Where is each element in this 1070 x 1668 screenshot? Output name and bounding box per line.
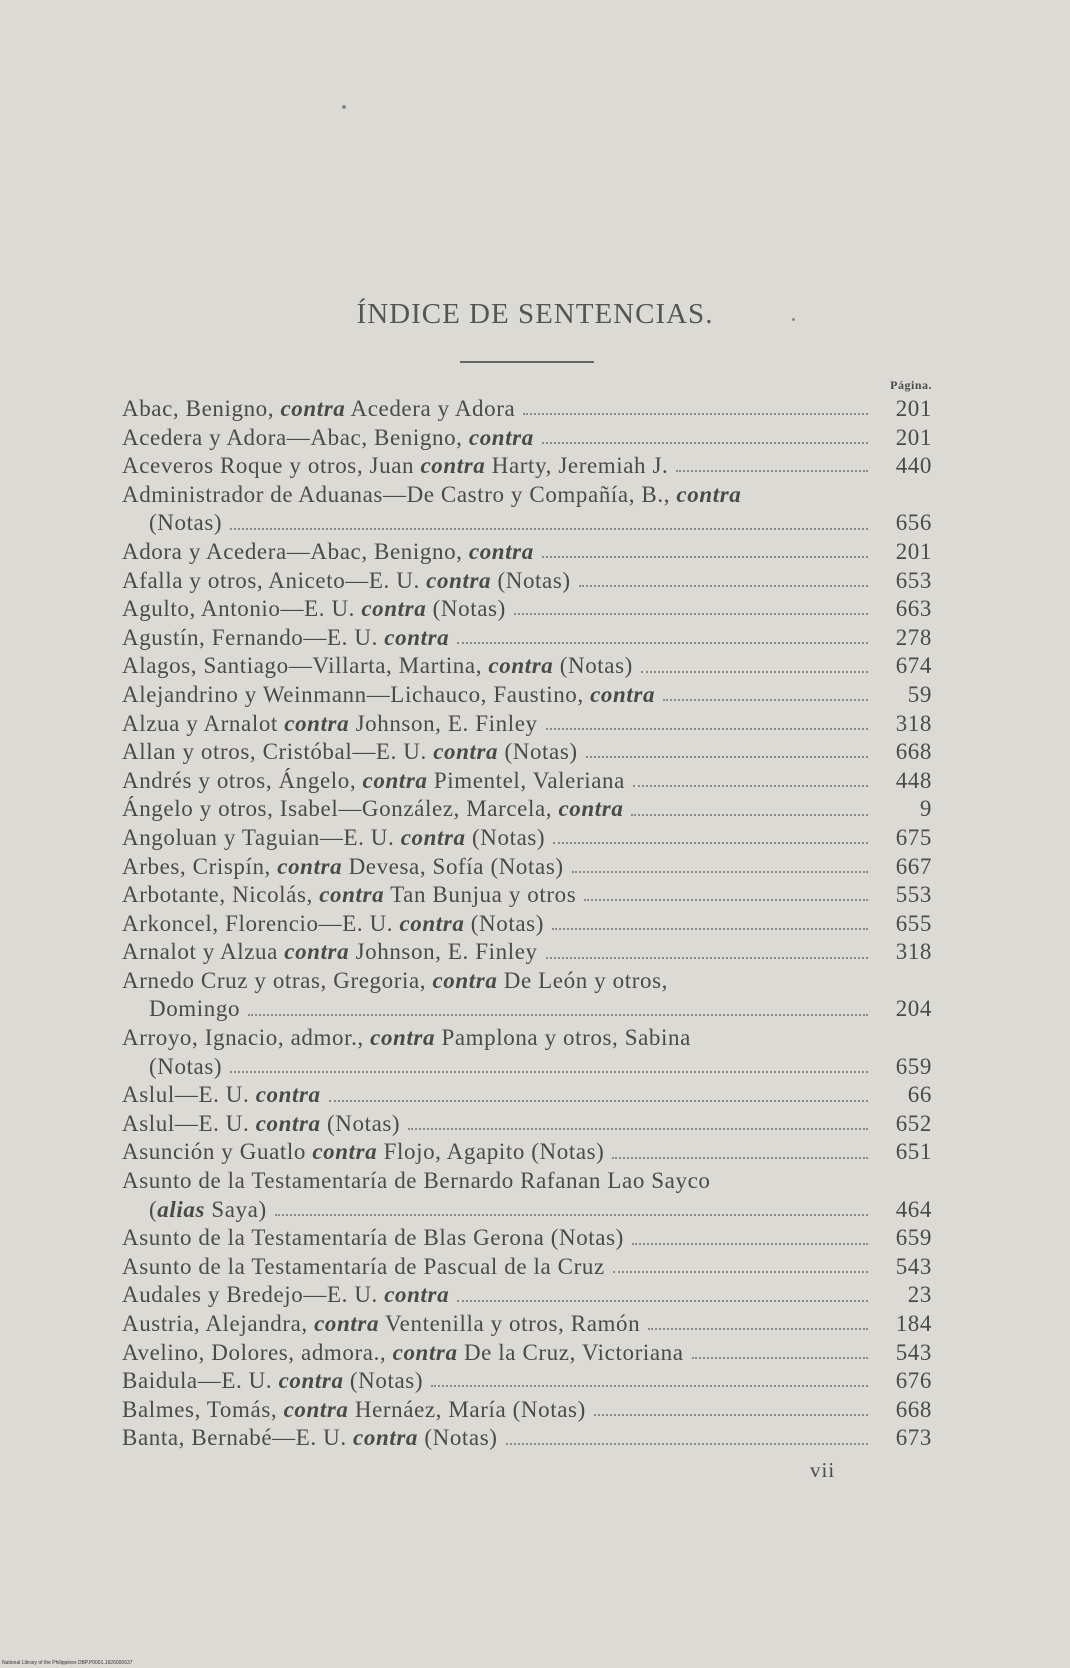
entry-text: Arbes, Crispín, contra Devesa, Sofía (Notas) [122,853,564,879]
leader-dots [692,1357,868,1359]
entry-page-number: 184 [895,1311,932,1336]
entry-italic: contra [468,424,534,450]
leader-dots [572,871,868,873]
entry-text: Arroyo, Ignacio, admor., contra Pamplona y otros, Sabina [122,1025,691,1051]
leader-dots [542,442,868,444]
index-entry [122,824,932,853]
entry-page-number: 668 [895,739,932,765]
leader-dots [676,470,868,472]
entry-text: Afalla y otros, Aniceto—E. U. contra (Notas) [122,567,571,593]
entry-italic: contra [488,653,554,679]
entry-text: Asunto de la Testamentaría de Pascual de la Cruz [122,1253,605,1279]
entry-line [122,853,932,882]
entry-page-number: 201 [895,424,932,450]
leader-dots [552,928,868,930]
index-entry [122,1138,932,1167]
index-entry [122,767,932,796]
entry-text: Asunción y Guatlo contra Flojo, Agapito (Notas) [122,1139,605,1165]
entry-line [122,1224,932,1253]
entry-line [122,1253,932,1282]
entry-italic: contra [468,538,534,564]
entry-text: Arnedo Cruz y otras, Gregoria, contra De León y otros, [122,967,668,993]
leader-dots [584,899,868,901]
index-entry [122,395,932,424]
leader-dots [631,814,868,816]
entry-italic: contra [312,1139,378,1165]
entry-italic: contra [399,910,465,936]
entry-line [122,824,932,853]
entry-line [122,1310,932,1339]
index-entry [122,1081,932,1110]
entry-text: Alzua y Arnalot contra Johnson, E. Finley [122,710,538,736]
index-entry [122,1110,932,1139]
entry-line [122,1024,932,1053]
leader-dots [514,613,868,615]
entry-italic: contra [353,1425,418,1451]
leader-dots [648,1328,868,1330]
entry-line [122,710,932,739]
entry-italic: contra [255,1082,321,1108]
leader-dots [431,1385,868,1387]
entry-text: Audales y Bredejo—E. U. contra [122,1282,450,1308]
entry-italic: contra [362,767,428,793]
entry-line [122,595,932,624]
entry-text: Agulto, Antonio—E. U. contra (Notas) [122,596,506,622]
entry-italic: contra [277,853,343,879]
leader-dots [506,1443,868,1445]
leader-dots [594,1414,868,1416]
leader-dots [329,1100,868,1102]
entry-text: Alejandrino y Weinmann—Lichauco, Faustino, contra [122,681,656,707]
entry-line [122,681,932,710]
index-entry [122,652,932,681]
entry-italic: contra [558,796,624,822]
entry-page-number: 318 [895,939,932,965]
entry-italic: contra [400,824,466,850]
index-entry [122,938,932,967]
index-entry [122,1339,932,1368]
index-entry [122,538,932,567]
entry-line [122,1110,932,1139]
index-entry [122,910,932,939]
entry-line [122,567,932,596]
entry-line [122,395,932,424]
entry-italic: contra [278,1368,344,1394]
entry-page-number: 651 [895,1139,932,1165]
leader-dots [230,1071,868,1073]
entry-page-number: 543 [895,1339,932,1365]
entry-italic: contra [676,481,742,507]
index-entry [122,881,932,910]
entry-italic: contra [284,710,350,736]
page-folio: vii [810,1458,836,1482]
leader-dots [408,1128,868,1130]
entry-line [122,1396,932,1425]
entry-text: Aslul—E. U. contra [122,1082,321,1108]
leader-dots [230,528,868,530]
entry-page-number: 204 [895,996,932,1022]
entry-page-number: 656 [895,510,932,536]
entry-line [122,1367,932,1396]
entry-italic: contra [384,624,450,650]
entry-line [122,881,932,910]
entry-text: Agustín, Fernando—E. U. contra [122,624,450,650]
index-entry [122,1310,932,1339]
entry-text: (Notas) [149,510,223,536]
entry-text: Aceveros Roque y otros, Juan contra Harty, Jeremiah J. [122,453,669,479]
entry-text: Domingo [149,996,241,1022]
entry-page-number: 543 [895,1253,932,1279]
entry-line [122,1167,932,1196]
index-entry [122,481,932,538]
leader-dots [546,957,868,959]
entry-page-number: 653 [895,567,932,593]
leader-dots [641,671,868,673]
entry-page-number: 652 [895,1110,932,1136]
entry-page-number: 9 [919,796,932,822]
entry-line [122,652,932,681]
leader-dots [542,556,868,558]
entry-line [122,795,932,824]
entry-italic: contra [361,596,427,622]
leader-dots [663,699,868,701]
leader-dots [275,1214,868,1216]
entry-text: Andrés y otros, Ángelo, contra Pimentel, Valeriana [122,767,625,793]
entry-line [122,1424,932,1453]
entry-page-number: 440 [895,453,932,479]
entry-line [122,967,932,996]
index-entry [122,1424,932,1453]
leader-dots [586,756,868,758]
leader-dots [553,842,868,844]
leader-dots [613,1271,868,1273]
entry-text: Avelino, Dolores, admora., contra De la Cruz, Victoriana [122,1339,684,1365]
entry-page-number: 668 [895,1396,932,1422]
index-entry [122,967,932,1024]
entry-page-number: 659 [895,1053,932,1079]
index-entry [122,624,932,653]
index-entry [122,1224,932,1253]
entry-text: Allan y otros, Cristóbal—E. U. contra (Notas) [122,739,578,765]
index-entry [122,452,932,481]
entry-text: Arbotante, Nicolás, contra Tan Bunjua y otros [122,882,577,908]
leader-dots [632,1243,868,1245]
entry-italic: contra [426,567,492,593]
entry-page-number: 448 [895,767,932,793]
entry-text: Adora y Acedera—Abac, Benigno, contra [122,538,534,564]
entry-italic: contra [283,1396,349,1422]
entry-line [122,910,932,939]
entry-page-number: 675 [895,824,932,850]
index-entry [122,1396,932,1425]
leader-dots [248,1014,868,1016]
entry-text: Baidula—E. U. contra (Notas) [122,1368,424,1394]
leader-dots [579,585,868,587]
leader-dots [457,1300,868,1302]
index-entry [122,567,932,596]
entry-page-number: 667 [895,853,932,879]
entry-page-number: 318 [895,710,932,736]
entry-text: (Notas) [149,1053,223,1079]
index-entry [122,795,932,824]
leader-dots [546,728,868,730]
entry-text: Asunto de la Testamentaría de Bernardo Rafanan Lao Sayco [122,1168,711,1194]
entry-continuation-line [122,1053,932,1082]
entry-text: Arkoncel, Florencio—E. U. contra (Notas) [122,910,544,936]
entry-italic: contra [420,453,486,479]
index-entry [122,1281,932,1310]
entry-page-number: 201 [895,396,932,421]
index-entry [122,1024,932,1081]
entry-line [122,738,932,767]
entry-italic: contra [590,681,656,707]
entry-italic: contra [280,396,346,421]
index-entry [122,1167,932,1224]
entry-page-number: 59 [907,681,932,707]
index-entry [122,853,932,882]
entry-text: (alias Saya) [149,1196,267,1222]
entry-italic: contra [370,1025,436,1051]
library-footer: National Library of the Philippines DBP.P0001.1926000637 [2,1660,133,1666]
page-column-label: Página. [890,378,932,392]
index-entry [122,595,932,624]
entry-text: Asunto de la Testamentaría de Blas Gerona (Notas) [122,1225,624,1251]
entry-line [122,624,932,653]
leader-dots [633,785,868,787]
entry-text: Arnalot y Alzua contra Johnson, E. Finley [122,939,538,965]
entry-line [122,538,932,567]
entry-continuation-line [122,995,932,1024]
entry-italic: contra [392,1339,458,1365]
entry-text: Alagos, Santiago—Villarta, Martina, contra (Notas) [122,653,633,679]
index-entry [122,710,932,739]
entry-text: Aslul—E. U. contra (Notas) [122,1110,401,1136]
entry-line [122,481,932,510]
entry-line [122,452,932,481]
entry-italic: contra [432,967,498,993]
entry-continuation-line [122,1196,932,1225]
entry-text: Balmes, Tomás, contra Hernáez, María (Notas) [122,1396,586,1422]
entry-text: Austria, Alejandra, contra Ventenilla y otros, Ramón [122,1311,641,1336]
entry-italic: contra [255,1110,321,1136]
leader-dots [523,413,868,415]
index-entry [122,424,932,453]
entry-italic: contra [384,1282,450,1308]
index-entries [122,395,932,1453]
entry-page-number: 676 [895,1368,932,1394]
index-entry [122,738,932,767]
entry-line [122,938,932,967]
entry-continuation-line [122,509,932,538]
entry-page-number: 66 [907,1082,932,1108]
entry-text: Abac, Benigno, contra Acedera y Adora [122,396,516,421]
entry-page-number: 659 [895,1225,932,1251]
entry-text: Administrador de Aduanas—De Castro y Compañía, B., contra [122,481,742,507]
leader-dots [612,1157,868,1159]
entry-text: Acedera y Adora—Abac, Benigno, contra [122,424,534,450]
entry-page-number: 23 [907,1282,932,1308]
index-entry [122,681,932,710]
entry-italic: contra [314,1311,380,1336]
entry-page-number: 674 [895,653,932,679]
entry-page-number: 278 [895,624,932,650]
ink-speck [342,105,346,109]
entry-line [122,1081,932,1110]
entry-line [122,424,932,453]
index-entry [122,1367,932,1396]
leader-dots [457,642,868,644]
entry-page-number: 655 [895,910,932,936]
entry-page-number: 201 [895,538,932,564]
index-entry [122,1253,932,1282]
entry-page-number: 464 [895,1196,932,1222]
entry-italic: contra [284,939,350,965]
entry-page-number: 673 [895,1425,932,1451]
title-rule [460,361,594,363]
entry-line [122,1281,932,1310]
entry-line [122,1339,932,1368]
page-title: ÍNDICE DE SENTENCIAS. [356,298,714,330]
entry-page-number: 663 [895,596,932,622]
entry-italic: alias [157,1196,205,1222]
entry-text: Banta, Bernabé—E. U. contra (Notas) [122,1425,498,1451]
entry-italic: contra [433,739,499,765]
entry-text: Angoluan y Taguian—E. U. contra (Notas) [122,824,546,850]
entry-line [122,767,932,796]
entry-line [122,1138,932,1167]
entry-text: Ángelo y otros, Isabel—González, Marcela, contra [122,796,624,822]
entry-page-number: 553 [895,882,932,908]
entry-italic: contra [319,882,385,908]
